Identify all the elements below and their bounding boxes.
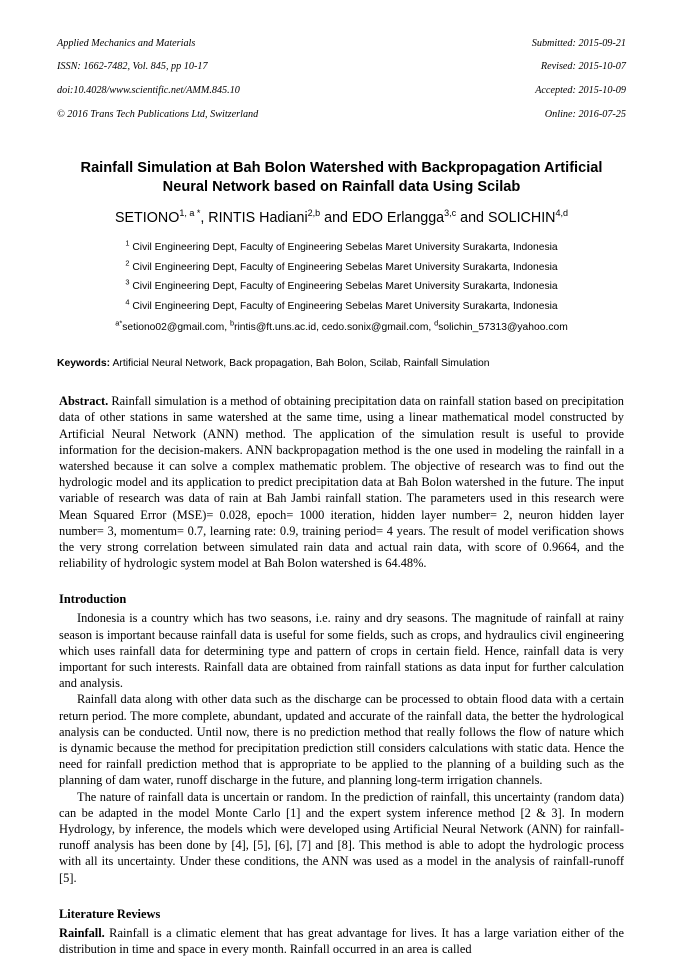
journal-copyright: © 2016 Trans Tech Publications Ltd, Switzerland [57,108,259,120]
introduction-paragraph-3: The nature of rainfall data is uncertain or random. In the prediction of rainfall, this uncertainty (random data) can be adapted in the model Monte Carlo [1] and the expert system inference method [2 & 3]. In modern Hydrology, by inference, the models which were developed using Artificial Neural Network (ANN) for rainfall-runoff analysis has been done by [4], [5], [6], [7] and [8]. This method is able to adopt the hydrologic process with all its uncertainty. Under these conditions, the ANN was used as a model in the analysis of rainfall-runoff [5]. [59,789,624,885]
affiliation-item [57,297,626,317]
email-marker: d [434,318,439,328]
affiliation-item [57,277,626,297]
date-online: Online: 2016-07-25 [544,108,626,120]
author-entry [488,210,568,226]
affiliation-text: Civil Engineering Dept, Faculty of Engineering Sebelas Maret University Surakarta, Indonesia [132,261,558,273]
author-emails [57,318,626,338]
email-marker: b [229,318,235,328]
author-name: RINTIS Hadiani [208,210,308,227]
rainfall-subsection-text: Rainfall is a climatic element that has great advantage for lives. It has a large variation either of the distribution in time and space in every month. Rainfall occurred in an area is called [59,925,624,957]
date-revised: Revised: 2015-10-07 [540,61,626,73]
author-name: EDO Erlangga [351,210,445,227]
rainfall-subsection-paragraph [57,925,626,957]
author-affiliation-marker: 3,c [444,208,457,219]
date-accepted: Accepted: 2015-10-09 [535,84,626,96]
masthead-journal-info [57,26,258,132]
author-affiliation-marker: 2,b [307,208,321,219]
affiliation-text: Civil Engineering Dept, Faculty of Engineering Sebelas Maret University Surakarta, Indonesia [132,300,558,312]
rainfall-subsection-label: Rainfall. [59,925,105,940]
abstract-label: Abstract. [59,394,109,409]
email-marker: a* [115,318,123,328]
affiliation-text: Civil Engineering Dept, Faculty of Engineering Sebelas Maret University Surakarta, Indonesia [132,281,558,293]
author-separator: , [200,210,209,227]
author-separator: and [320,210,352,227]
journal-issn-volume: ISSN: 1662-7482, Vol. 845, pp 10-17 [57,61,208,73]
keywords-text: Artificial Neural Network, Back propagation, Bah Bolon, Scilab, Rainfall Simulation [110,358,490,370]
section-heading-literature-reviews: Literature Reviews [59,906,161,921]
author-affiliation-marker: 4,d [555,208,569,219]
author-name: SOLICHIN [487,210,556,227]
introduction-paragraph-1: Indonesia is a country which has two seasons, i.e. rainy and dry seasons. The magnitude of rainfall at rainy season is important because rainfall data is useful for some fields, such as crops, and hydraulics civil engineering which uses rainfall data for determining type and pattern of crops in certain field. Hence, rainfall data is very important for such interests. Rainfall data are obtained from rainfall stations as data input for further calculation and analysis. [59,611,624,691]
affiliation-marker: 2 [125,258,130,268]
author-entry [115,210,208,226]
email-address[interactable]: rintis@ft.uns.ac.id, cedo.sonix@gmail.com, [234,321,435,333]
page-title: Rainfall Simulation at Bah Bolon Watershed with Backpropagation Artificial Neural Network based on Rainfall data Using Scilab [80,160,603,196]
affiliation-item [57,258,626,278]
journal-name: Applied Mechanics and Materials [57,37,196,49]
introduction-paragraph-2: Rainfall data along with other data such as the discharge can be processed to obtain flood data with a certain return period. The more complete, abundant, updated and accurate of the rainfall data, the better the hydrological analysis can be conducted. Until now, there is no prediction method that really follows the flow of nature which is dynamic because the method for precipitation prediction still considers calculations with static data. Hence the need for rainfall prediction method that is appropriate to be applied to the planning of a building such as the planning of dam water, runoff discharge in the future, and planning long-term irrigation channels. [59,692,624,788]
date-submitted: Submitted: 2015-09-21 [531,37,626,49]
email-address[interactable]: setiono02@gmail.com, [122,321,230,333]
author-affiliation-marker: 1, a * [179,208,201,219]
abstract-text: Rainfall simulation is a method of obtaining precipitation data on rainfall station based on precipitation data of other stations in same watershed at the same time, using a linear mathematical model constructed by Artificial Neural Network (ANN) method. The application of the simulation result is useful to provide information for the decision-makers. ANN backpropagation method is the one used in modeling the rainfall in a watershed because it can solve a complex mathematic problem. The objective of research was to find out the hydrologic model and its application to predict precipitation data at Bah Bolon watershed in the future. The input variable of research was data of rain at Bah Jambi rainfall station. The parameters used in this research were Mean Squared Error (MSE)= 0.028, epoch= 1000 iteration, hidden layer number= 2, neuron hidden layer number= 3, momentum= 0.7, learning rate: 0.9, training period= 4 years. The result of model verification shows the very strong correlation between simulated rain data and actual rain data, with score of 0.9664, and the reliability of hydrologic system model at Bah Bolon watershed is 64.48%. [59,394,624,571]
affiliation-list [57,238,626,337]
author-separator: and [456,210,488,227]
email-address[interactable]: solichin_57313@yahoo.com [438,321,568,333]
author-entry [208,210,352,226]
author-list [57,209,626,227]
author-name: SETIONO [114,210,180,227]
masthead [57,26,626,132]
affiliation-item [57,238,626,258]
section-heading-introduction: Introduction [59,592,127,607]
masthead-dates [532,26,626,132]
journal-doi: doi:10.4028/www.scientific.net/AMM.845.10 [57,84,240,96]
author-entry [352,210,488,226]
abstract-block [57,393,626,571]
keywords-label: Keywords: [57,358,111,370]
affiliation-marker: 3 [125,277,130,287]
keywords-line [57,357,626,371]
affiliation-marker: 1 [125,238,130,248]
affiliation-marker: 4 [125,297,130,307]
affiliation-text: Civil Engineering Dept, Faculty of Engineering Sebelas Maret University Surakarta, Indonesia [132,242,558,254]
